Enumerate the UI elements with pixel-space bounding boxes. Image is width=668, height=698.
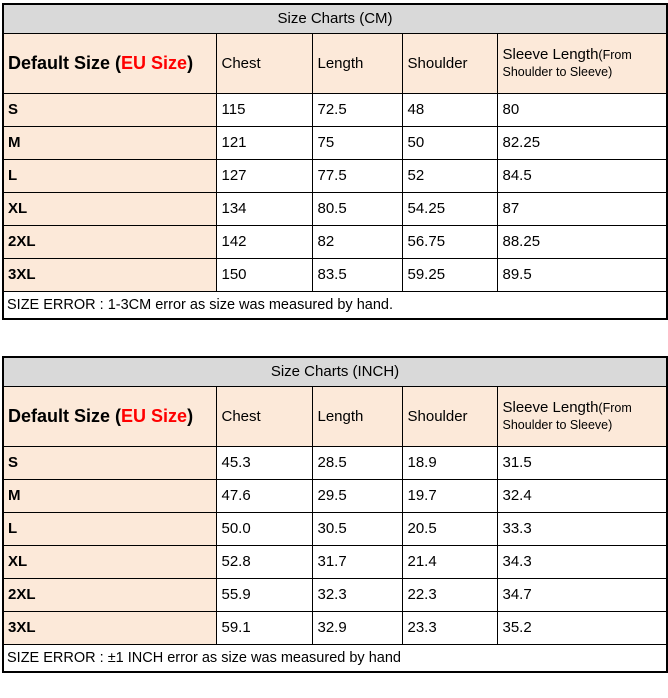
table-row-2xl: [3, 578, 667, 611]
shoulder-cell: 48: [402, 93, 497, 126]
length-cell: 28.5: [312, 446, 402, 479]
size-cell: M: [3, 479, 216, 512]
sleeve-cell: 89.5: [497, 258, 667, 291]
header-length: Length: [312, 33, 402, 93]
sleeve-cell: 34.7: [497, 578, 667, 611]
chest-cell: 55.9: [216, 578, 312, 611]
chest-cell: 127: [216, 159, 312, 192]
sleeve-cell: 84.5: [497, 159, 667, 192]
sleeve-cell: 87: [497, 192, 667, 225]
sleeve-cell: 31.5: [497, 446, 667, 479]
length-cell: 75: [312, 126, 402, 159]
size-cell: 3XL: [3, 611, 216, 644]
chest-cell: 50.0: [216, 512, 312, 545]
table-row-xl: [3, 192, 667, 225]
header-sleeve-length: [497, 386, 667, 446]
table-row-l: [3, 159, 667, 192]
sleeve-cell: 80: [497, 93, 667, 126]
sleeve-length-sub: (From Shoulder to Sleeve): [502, 401, 632, 432]
table-row-3xl: [3, 611, 667, 644]
sleeve-cell: 32.4: [497, 479, 667, 512]
chest-cell: 59.1: [216, 611, 312, 644]
shoulder-cell: 52: [402, 159, 497, 192]
default-size-suffix: ): [187, 405, 194, 426]
size-cell: L: [3, 159, 216, 192]
length-cell: 31.7: [312, 545, 402, 578]
size-cell: XL: [3, 192, 216, 225]
shoulder-cell: 23.3: [402, 611, 497, 644]
shoulder-cell: 19.7: [402, 479, 497, 512]
chest-cell: 115: [216, 93, 312, 126]
table-row-s: [3, 446, 667, 479]
size-error-row: [3, 644, 667, 672]
sleeve-cell: 34.3: [497, 545, 667, 578]
default-size-prefix: Default Size (: [8, 52, 122, 73]
sleeve-length-sub: (From Shoulder to Sleeve): [502, 48, 632, 79]
length-cell: 30.5: [312, 512, 402, 545]
chest-cell: 52.8: [216, 545, 312, 578]
length-cell: 83.5: [312, 258, 402, 291]
chest-cell: 134: [216, 192, 312, 225]
shoulder-cell: 18.9: [402, 446, 497, 479]
size-cell: S: [3, 93, 216, 126]
table-row-m: [3, 126, 667, 159]
size-error-row: [3, 291, 667, 319]
table-header-row: [3, 33, 667, 93]
default-size-prefix: Default Size (: [8, 405, 122, 426]
sleeve-cell: 33.3: [497, 512, 667, 545]
size-error-note: SIZE ERROR : ±1 INCH error as size was measured by hand: [3, 644, 667, 672]
header-default-size: [3, 386, 216, 446]
length-cell: 29.5: [312, 479, 402, 512]
sleeve-cell: 35.2: [497, 611, 667, 644]
table-title: Size Charts (INCH): [3, 357, 667, 386]
chest-cell: 47.6: [216, 479, 312, 512]
length-cell: 80.5: [312, 192, 402, 225]
size-cell: M: [3, 126, 216, 159]
header-shoulder: Shoulder: [402, 33, 497, 93]
table-row-2xl: [3, 225, 667, 258]
header-chest: Chest: [216, 386, 312, 446]
length-cell: 72.5: [312, 93, 402, 126]
shoulder-cell: 59.25: [402, 258, 497, 291]
length-cell: 32.3: [312, 578, 402, 611]
shoulder-cell: 50: [402, 126, 497, 159]
sleeve-length-main: Sleeve Length: [502, 46, 599, 63]
table-title-row: [3, 357, 667, 386]
size-cell: S: [3, 446, 216, 479]
size-error-note: SIZE ERROR : 1-3CM error as size was measured by hand.: [3, 291, 667, 319]
length-cell: 77.5: [312, 159, 402, 192]
shoulder-cell: 56.75: [402, 225, 497, 258]
header-default-size: [3, 33, 216, 93]
size-cell: 3XL: [3, 258, 216, 291]
table-title-row: [3, 4, 667, 33]
table-row-s: [3, 93, 667, 126]
table-header-row: [3, 386, 667, 446]
shoulder-cell: 54.25: [402, 192, 497, 225]
header-length: Length: [312, 386, 402, 446]
size-chart-cm-table: [2, 3, 668, 320]
shoulder-cell: 20.5: [402, 512, 497, 545]
chest-cell: 142: [216, 225, 312, 258]
eu-size-highlight: EU Size: [121, 52, 188, 73]
table-row-xl: [3, 545, 667, 578]
size-cell: 2XL: [3, 578, 216, 611]
eu-size-highlight: EU Size: [121, 405, 188, 426]
chest-cell: 45.3: [216, 446, 312, 479]
size-chart-inch-table: [2, 356, 668, 673]
sleeve-cell: 88.25: [497, 225, 667, 258]
table-row-l: [3, 512, 667, 545]
sleeve-cell: 82.25: [497, 126, 667, 159]
header-shoulder: Shoulder: [402, 386, 497, 446]
header-chest: Chest: [216, 33, 312, 93]
shoulder-cell: 22.3: [402, 578, 497, 611]
chest-cell: 150: [216, 258, 312, 291]
default-size-suffix: ): [187, 52, 194, 73]
size-cell: XL: [3, 545, 216, 578]
sleeve-length-main: Sleeve Length: [502, 399, 599, 416]
length-cell: 32.9: [312, 611, 402, 644]
length-cell: 82: [312, 225, 402, 258]
table-row-3xl: [3, 258, 667, 291]
table-title: Size Charts (CM): [3, 4, 667, 33]
chest-cell: 121: [216, 126, 312, 159]
shoulder-cell: 21.4: [402, 545, 497, 578]
size-cell: 2XL: [3, 225, 216, 258]
size-cell: L: [3, 512, 216, 545]
header-sleeve-length: [497, 33, 667, 93]
table-row-m: [3, 479, 667, 512]
